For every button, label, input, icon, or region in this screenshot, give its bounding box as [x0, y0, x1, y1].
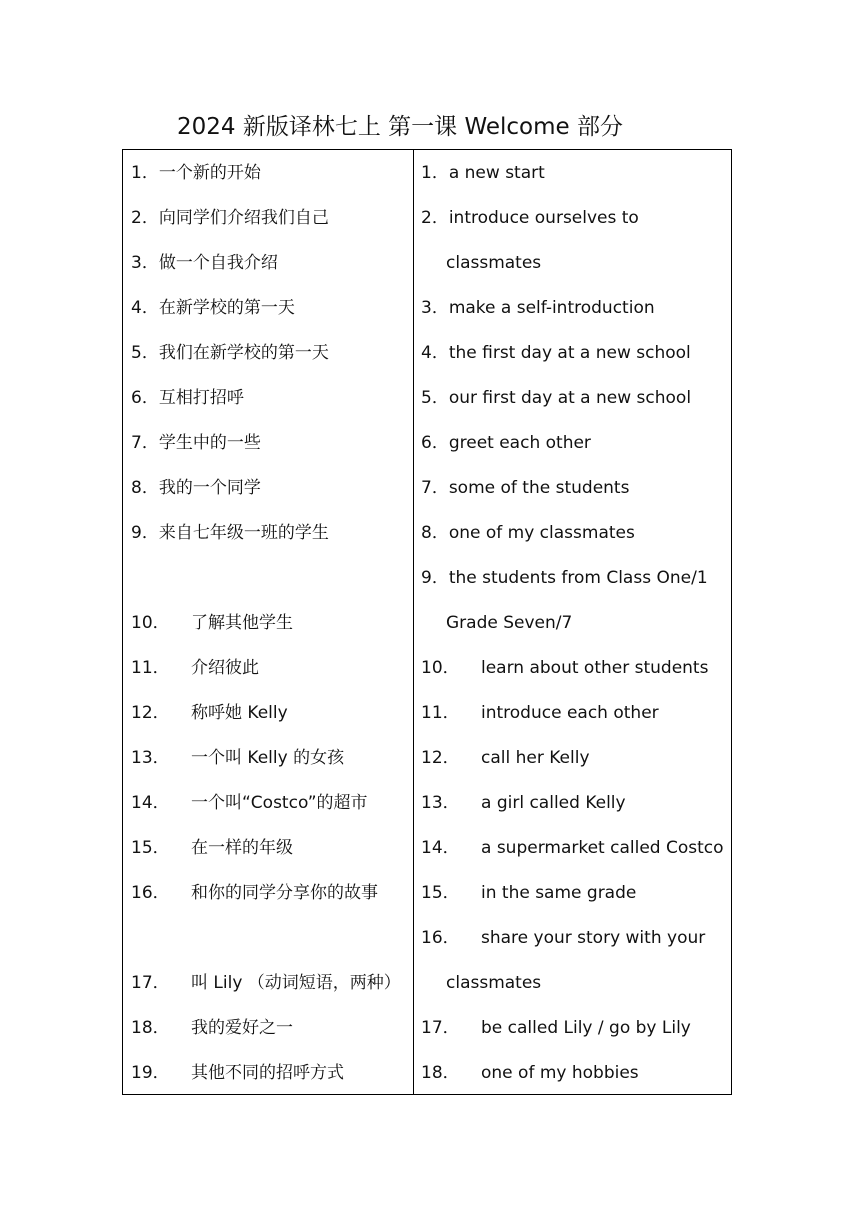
chinese-item-text: 学生中的一些	[158, 433, 261, 453]
chinese-item-text: 一个新的开始	[158, 163, 261, 183]
chinese-line	[131, 427, 409, 472]
english-item-text: Grade Seven/7	[446, 613, 573, 633]
chinese-item-text: 互相打招呼	[158, 388, 244, 408]
chinese-line	[131, 832, 409, 877]
chinese-item-number: 1．	[131, 163, 159, 183]
english-item-number: 5．	[421, 388, 449, 408]
english-line	[421, 517, 729, 562]
chinese-item-text: 一个叫“Costco”的超市	[191, 793, 368, 813]
english-line	[421, 157, 729, 202]
chinese-item-number: 18．	[131, 1018, 170, 1038]
english-item-text: a new start	[448, 163, 545, 183]
english-item-text: learn about other students	[481, 658, 709, 678]
english-item-number: 16．	[421, 928, 460, 948]
chinese-item-text: 我的爱好之一	[191, 1018, 293, 1038]
english-line	[421, 877, 729, 922]
chinese-item-text: 在新学校的第一天	[158, 298, 295, 318]
vocabulary-table	[122, 149, 732, 1095]
chinese-line	[131, 337, 409, 382]
chinese-item-text: 介绍彼此	[191, 658, 259, 678]
english-line	[421, 1012, 729, 1057]
english-item-text: the students from Class One/1	[448, 568, 708, 588]
chinese-item-number: 10．	[131, 613, 170, 633]
chinese-item-number: 19．	[131, 1063, 170, 1083]
chinese-item-text: 我们在新学校的第一天	[158, 343, 329, 363]
chinese-item-number: 3．	[131, 253, 159, 273]
english-item-number: 11．	[421, 703, 460, 723]
chinese-item-number: 7．	[131, 433, 159, 453]
chinese-line	[131, 472, 409, 517]
chinese-item-text: 称呼她 Kelly	[191, 703, 288, 723]
english-line	[421, 247, 729, 292]
chinese-item-text: 了解其他学生	[191, 613, 293, 633]
english-item-text: make a self-introduction	[448, 298, 655, 318]
english-item-text: call her Kelly	[481, 748, 590, 768]
chinese-line	[131, 877, 409, 922]
chinese-item-text: 做一个自我介绍	[158, 253, 278, 273]
chinese-item-text: 在一样的年级	[191, 838, 293, 858]
chinese-item-number: 6．	[131, 388, 159, 408]
english-line	[421, 292, 729, 337]
english-item-number: 18．	[421, 1063, 460, 1083]
english-item-text: greet each other	[448, 433, 591, 453]
english-item-text: share your story with your	[481, 928, 706, 948]
english-item-number: 15．	[421, 883, 460, 903]
chinese-item-text: 叫 Lily （动词短语，两种）	[191, 973, 401, 993]
english-item-number: 13．	[421, 793, 460, 813]
chinese-line	[131, 922, 409, 967]
chinese-item-number: 15．	[131, 838, 170, 858]
english-item-text: classmates	[446, 973, 542, 993]
english-column	[421, 157, 729, 1102]
chinese-item-text: 我的一个同学	[158, 478, 261, 498]
chinese-line	[131, 562, 409, 607]
english-item-number: 9．	[421, 568, 449, 588]
chinese-item-number: 5．	[131, 343, 159, 363]
chinese-item-number: 2．	[131, 208, 159, 228]
english-item-text: a girl called Kelly	[481, 793, 626, 813]
chinese-line	[131, 652, 409, 697]
chinese-item-number: 12．	[131, 703, 170, 723]
english-item-text: be called Lily / go by Lily	[481, 1018, 691, 1038]
english-item-text: introduce ourselves to	[448, 208, 639, 228]
english-item-text: classmates	[446, 253, 542, 273]
chinese-item-number: 13．	[131, 748, 170, 768]
english-item-number: 6．	[421, 433, 449, 453]
chinese-item-number: 8．	[131, 478, 159, 498]
chinese-column	[131, 157, 409, 1102]
chinese-item-number: 4．	[131, 298, 159, 318]
english-item-number: 17．	[421, 1018, 460, 1038]
chinese-line	[131, 247, 409, 292]
english-line	[421, 742, 729, 787]
chinese-line	[131, 607, 409, 652]
english-item-number: 4．	[421, 343, 449, 363]
english-line	[421, 337, 729, 382]
english-item-text: our first day at a new school	[448, 388, 692, 408]
english-item-number: 1．	[421, 163, 449, 183]
english-item-text: in the same grade	[481, 883, 637, 903]
chinese-item-number: 17．	[131, 973, 170, 993]
chinese-line	[131, 517, 409, 562]
chinese-line	[131, 157, 409, 202]
english-line	[421, 922, 729, 967]
english-line	[421, 472, 729, 517]
chinese-line	[131, 742, 409, 787]
chinese-item-number: 11．	[131, 658, 170, 678]
english-item-text: one of my classmates	[448, 523, 635, 543]
chinese-line	[131, 202, 409, 247]
english-item-number: 8．	[421, 523, 449, 543]
english-item-number: 14．	[421, 838, 460, 858]
chinese-line	[131, 292, 409, 337]
chinese-item-text: 其他不同的招呼方式	[191, 1063, 344, 1083]
chinese-item-text: 来自七年级一班的学生	[158, 523, 329, 543]
english-item-text: a supermarket called Costco	[481, 838, 724, 858]
english-line	[421, 562, 729, 607]
chinese-line	[131, 967, 409, 1012]
english-line	[421, 787, 729, 832]
english-item-number: 2．	[421, 208, 449, 228]
chinese-item-text: 向同学们介绍我们自己	[158, 208, 329, 228]
chinese-line	[131, 1012, 409, 1057]
english-line	[421, 832, 729, 877]
english-item-text: one of my hobbies	[481, 1063, 639, 1083]
chinese-line	[131, 787, 409, 832]
english-line	[421, 202, 729, 247]
english-line	[421, 967, 729, 1012]
english-item-number: 7．	[421, 478, 449, 498]
chinese-item-number: 16．	[131, 883, 170, 903]
english-line	[421, 1057, 729, 1102]
chinese-item-number: 14．	[131, 793, 170, 813]
english-line	[421, 382, 729, 427]
chinese-line	[131, 1057, 409, 1102]
english-item-text: introduce each other	[481, 703, 659, 723]
page-title: 2024 新版译林七上 第一课 Welcome 部分	[177, 114, 623, 140]
chinese-item-text: 一个叫 Kelly 的女孩	[191, 748, 345, 768]
english-line	[421, 652, 729, 697]
chinese-line	[131, 382, 409, 427]
chinese-line	[131, 697, 409, 742]
english-line	[421, 697, 729, 742]
chinese-item-text: 和你的同学分享你的故事	[191, 883, 378, 903]
english-item-text: some of the students	[448, 478, 630, 498]
english-line	[421, 607, 729, 652]
english-item-number: 12．	[421, 748, 460, 768]
column-divider	[413, 150, 414, 1094]
english-item-number: 10．	[421, 658, 460, 678]
english-item-number: 3．	[421, 298, 449, 318]
chinese-item-number: 9．	[131, 523, 159, 543]
english-line	[421, 427, 729, 472]
english-item-text: the first day at a new school	[448, 343, 691, 363]
